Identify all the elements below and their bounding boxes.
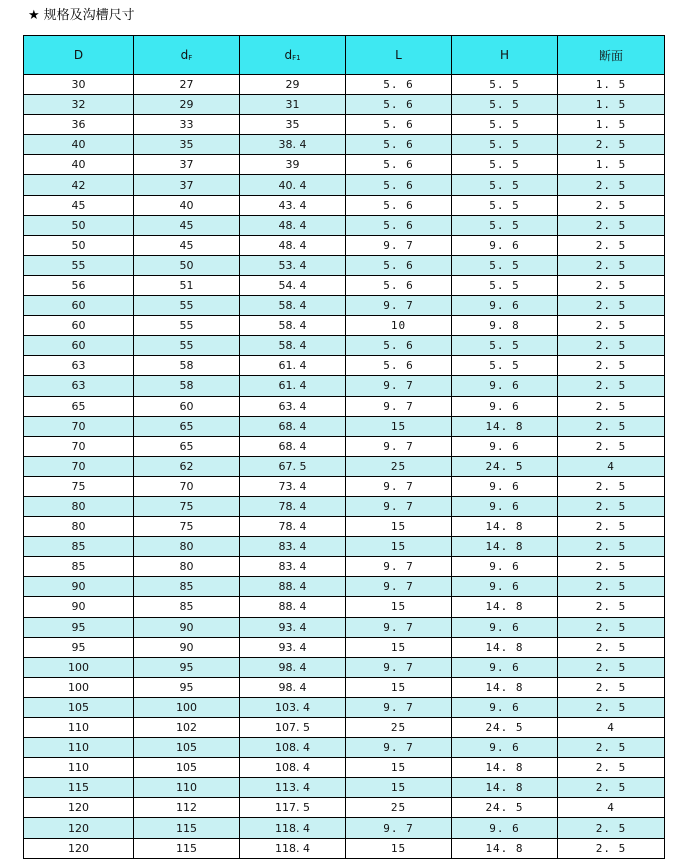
cell-section: 2. 5	[558, 215, 665, 235]
cell-df1: 118. 4	[240, 818, 346, 838]
cell-d: 85	[24, 537, 134, 557]
cell-d: 36	[24, 115, 134, 135]
header-df: $d_F$	[134, 36, 240, 75]
cell-d: 80	[24, 517, 134, 537]
cell-d: 95	[24, 637, 134, 657]
cell-df: 100	[134, 697, 240, 717]
cell-h: 14. 8	[452, 637, 558, 657]
cell-section: 2. 5	[558, 557, 665, 577]
table-row	[24, 657, 665, 677]
cell-section: 2. 5	[558, 537, 665, 557]
table-row	[24, 637, 665, 657]
table-row	[24, 818, 665, 838]
cell-section: 2. 5	[558, 416, 665, 436]
cell-section: 2. 5	[558, 476, 665, 496]
cell-df: 45	[134, 235, 240, 255]
cell-h: 24. 5	[452, 718, 558, 738]
cell-h: 9. 6	[452, 235, 558, 255]
cell-section: 2. 5	[558, 255, 665, 275]
cell-l: 15	[346, 637, 452, 657]
table-row	[24, 376, 665, 396]
cell-df1: 108. 4	[240, 758, 346, 778]
cell-section: 2. 5	[558, 356, 665, 376]
cell-section: 2. 5	[558, 336, 665, 356]
cell-section: 1. 5	[558, 155, 665, 175]
cell-l: 5. 6	[346, 75, 452, 95]
cell-h: 9. 6	[452, 697, 558, 717]
cell-df1: 103. 4	[240, 697, 346, 717]
table-row	[24, 838, 665, 858]
table-row	[24, 275, 665, 295]
cell-d: 70	[24, 456, 134, 476]
cell-section: 2. 5	[558, 577, 665, 597]
cell-l: 9. 7	[346, 617, 452, 637]
cell-section: 4	[558, 718, 665, 738]
cell-h: 14. 8	[452, 758, 558, 778]
cell-section: 2. 5	[558, 396, 665, 416]
cell-section: 2. 5	[558, 436, 665, 456]
cell-d: 70	[24, 416, 134, 436]
cell-section: 2. 5	[558, 296, 665, 316]
table-row	[24, 195, 665, 215]
cell-l: 9. 7	[346, 496, 452, 516]
cell-section: 4	[558, 456, 665, 476]
table-row	[24, 738, 665, 758]
cell-l: 5. 6	[346, 155, 452, 175]
cell-l: 9. 7	[346, 376, 452, 396]
cell-df: 105	[134, 758, 240, 778]
cell-section: 2. 5	[558, 316, 665, 336]
cell-l: 15	[346, 537, 452, 557]
cell-df: 60	[134, 396, 240, 416]
cell-df: 33	[134, 115, 240, 135]
section-title-text: 规格及沟槽尺寸	[43, 8, 135, 23]
cell-df: 75	[134, 517, 240, 537]
cell-l: 5. 6	[346, 135, 452, 155]
cell-l: 15	[346, 778, 452, 798]
cell-df: 51	[134, 275, 240, 295]
header-l: L	[346, 36, 452, 75]
cell-h: 5. 5	[452, 336, 558, 356]
cell-section: 2. 5	[558, 376, 665, 396]
cell-l: 10	[346, 316, 452, 336]
cell-h: 5. 5	[452, 115, 558, 135]
cell-df: 75	[134, 496, 240, 516]
cell-df1: 98. 4	[240, 657, 346, 677]
cell-df1: 88. 4	[240, 597, 346, 617]
table-row	[24, 135, 665, 155]
table-row	[24, 436, 665, 456]
cell-d: 63	[24, 376, 134, 396]
cell-df1: 48. 4	[240, 235, 346, 255]
cell-df: 35	[134, 135, 240, 155]
table-row	[24, 155, 665, 175]
table-body	[24, 75, 665, 859]
cell-h: 14. 8	[452, 597, 558, 617]
cell-d: 40	[24, 135, 134, 155]
cell-df: 80	[134, 537, 240, 557]
cell-df: 85	[134, 577, 240, 597]
cell-df1: 61. 4	[240, 356, 346, 376]
cell-h: 9. 6	[452, 617, 558, 637]
cell-df: 90	[134, 637, 240, 657]
cell-d: 75	[24, 476, 134, 496]
cell-l: 9. 7	[346, 476, 452, 496]
cell-d: 110	[24, 718, 134, 738]
cell-section: 2. 5	[558, 617, 665, 637]
cell-h: 5. 5	[452, 155, 558, 175]
cell-h: 24. 5	[452, 798, 558, 818]
cell-df: 55	[134, 336, 240, 356]
cell-h: 9. 6	[452, 657, 558, 677]
cell-df: 85	[134, 597, 240, 617]
cell-section: 2. 5	[558, 517, 665, 537]
table-row	[24, 557, 665, 577]
cell-l: 15	[346, 597, 452, 617]
cell-l: 9. 7	[346, 818, 452, 838]
cell-d: 42	[24, 175, 134, 195]
cell-df1: 78. 4	[240, 517, 346, 537]
cell-df1: 58. 4	[240, 296, 346, 316]
cell-d: 65	[24, 396, 134, 416]
cell-df1: 93. 4	[240, 617, 346, 637]
table-row	[24, 215, 665, 235]
table-row	[24, 697, 665, 717]
cell-d: 45	[24, 195, 134, 215]
cell-df1: 40. 4	[240, 175, 346, 195]
cell-df: 95	[134, 677, 240, 697]
cell-h: 5. 5	[452, 95, 558, 115]
cell-section: 4	[558, 798, 665, 818]
cell-d: 90	[24, 597, 134, 617]
cell-section: 1. 5	[558, 75, 665, 95]
cell-df: 102	[134, 718, 240, 738]
cell-df1: 107. 5	[240, 718, 346, 738]
cell-df1: 53. 4	[240, 255, 346, 275]
cell-d: 120	[24, 818, 134, 838]
cell-l: 5. 6	[346, 115, 452, 135]
table-row	[24, 496, 665, 516]
cell-d: 85	[24, 557, 134, 577]
cell-df: 58	[134, 356, 240, 376]
cell-d: 70	[24, 436, 134, 456]
table-row	[24, 517, 665, 537]
cell-h: 5. 5	[452, 135, 558, 155]
cell-df: 95	[134, 657, 240, 677]
cell-d: 40	[24, 155, 134, 175]
cell-h: 5. 5	[452, 356, 558, 376]
table-row	[24, 356, 665, 376]
cell-d: 63	[24, 356, 134, 376]
table-row	[24, 316, 665, 336]
cell-l: 25	[346, 718, 452, 738]
cell-df: 27	[134, 75, 240, 95]
cell-h: 9. 6	[452, 557, 558, 577]
cell-l: 5. 6	[346, 175, 452, 195]
cell-d: 110	[24, 738, 134, 758]
cell-df: 40	[134, 195, 240, 215]
cell-df1: 98. 4	[240, 677, 346, 697]
table-row	[24, 597, 665, 617]
cell-df1: 58. 4	[240, 316, 346, 336]
table-row	[24, 577, 665, 597]
cell-h: 14. 8	[452, 838, 558, 858]
table-row	[24, 255, 665, 275]
cell-h: 14. 8	[452, 416, 558, 436]
cell-df: 110	[134, 778, 240, 798]
header-section: 断面	[558, 36, 665, 75]
cell-h: 9. 6	[452, 296, 558, 316]
cell-l: 9. 7	[346, 738, 452, 758]
table-row	[24, 95, 665, 115]
cell-df1: 29	[240, 75, 346, 95]
cell-l: 5. 6	[346, 255, 452, 275]
table-row	[24, 75, 665, 95]
spec-table	[23, 35, 665, 859]
table-row	[24, 456, 665, 476]
cell-d: 55	[24, 255, 134, 275]
cell-section: 2. 5	[558, 818, 665, 838]
cell-l: 5. 6	[346, 275, 452, 295]
cell-df1: 83. 4	[240, 557, 346, 577]
cell-d: 120	[24, 798, 134, 818]
table-row	[24, 718, 665, 738]
header-df1: $d_{F1}$	[240, 36, 346, 75]
table-row	[24, 778, 665, 798]
cell-d: 120	[24, 838, 134, 858]
cell-h: 9. 6	[452, 436, 558, 456]
cell-section: 1. 5	[558, 95, 665, 115]
cell-section: 2. 5	[558, 496, 665, 516]
cell-df: 115	[134, 818, 240, 838]
cell-df: 50	[134, 255, 240, 275]
cell-df1: 73. 4	[240, 476, 346, 496]
cell-d: 100	[24, 677, 134, 697]
cell-df: 65	[134, 436, 240, 456]
cell-section: 2. 5	[558, 758, 665, 778]
cell-h: 9. 6	[452, 496, 558, 516]
cell-d: 105	[24, 697, 134, 717]
table-row	[24, 416, 665, 436]
cell-df: 90	[134, 617, 240, 637]
header-d: D	[24, 36, 134, 75]
cell-l: 9. 7	[346, 577, 452, 597]
cell-df1: 118. 4	[240, 838, 346, 858]
cell-h: 9. 6	[452, 396, 558, 416]
cell-df1: 61. 4	[240, 376, 346, 396]
cell-h: 9. 6	[452, 738, 558, 758]
cell-h: 5. 5	[452, 75, 558, 95]
table-row	[24, 758, 665, 778]
table-row	[24, 677, 665, 697]
cell-df1: 38. 4	[240, 135, 346, 155]
cell-df: 29	[134, 95, 240, 115]
cell-df1: 117. 5	[240, 798, 346, 818]
cell-section: 1. 5	[558, 115, 665, 135]
cell-d: 50	[24, 215, 134, 235]
cell-h: 9. 6	[452, 818, 558, 838]
cell-df: 62	[134, 456, 240, 476]
section-title	[28, 7, 135, 25]
table-row	[24, 476, 665, 496]
cell-l: 25	[346, 798, 452, 818]
cell-df: 58	[134, 376, 240, 396]
cell-df1: 58. 4	[240, 336, 346, 356]
cell-section: 2. 5	[558, 697, 665, 717]
cell-l: 5. 6	[346, 95, 452, 115]
cell-df1: 39	[240, 155, 346, 175]
cell-section: 2. 5	[558, 738, 665, 758]
cell-l: 5. 6	[346, 195, 452, 215]
cell-d: 100	[24, 657, 134, 677]
cell-df1: 68. 4	[240, 436, 346, 456]
cell-l: 5. 6	[346, 336, 452, 356]
cell-df: 70	[134, 476, 240, 496]
cell-section: 2. 5	[558, 597, 665, 617]
cell-l: 15	[346, 677, 452, 697]
cell-l: 15	[346, 416, 452, 436]
cell-h: 14. 8	[452, 778, 558, 798]
cell-df: 37	[134, 155, 240, 175]
cell-d: 50	[24, 235, 134, 255]
cell-df: 112	[134, 798, 240, 818]
cell-df1: 78. 4	[240, 496, 346, 516]
cell-l: 9. 7	[346, 296, 452, 316]
cell-l: 15	[346, 517, 452, 537]
cell-df1: 54. 4	[240, 275, 346, 295]
cell-h: 5. 5	[452, 175, 558, 195]
cell-section: 2. 5	[558, 195, 665, 215]
table-row	[24, 537, 665, 557]
cell-l: 25	[346, 456, 452, 476]
cell-d: 95	[24, 617, 134, 637]
cell-h: 24. 5	[452, 456, 558, 476]
cell-h: 5. 5	[452, 255, 558, 275]
cell-d: 110	[24, 758, 134, 778]
table-row	[24, 235, 665, 255]
cell-section: 2. 5	[558, 275, 665, 295]
cell-df1: 43. 4	[240, 195, 346, 215]
cell-section: 2. 5	[558, 657, 665, 677]
cell-h: 9. 8	[452, 316, 558, 336]
cell-df1: 31	[240, 95, 346, 115]
cell-df1: 68. 4	[240, 416, 346, 436]
cell-l: 9. 7	[346, 557, 452, 577]
table-row	[24, 115, 665, 135]
cell-h: 9. 6	[452, 476, 558, 496]
cell-l: 5. 6	[346, 215, 452, 235]
cell-h: 14. 8	[452, 537, 558, 557]
cell-d: 60	[24, 316, 134, 336]
cell-section: 2. 5	[558, 838, 665, 858]
cell-l: 9. 7	[346, 697, 452, 717]
cell-l: 15	[346, 758, 452, 778]
header-h: H	[452, 36, 558, 75]
cell-df1: 113. 4	[240, 778, 346, 798]
cell-h: 14. 8	[452, 517, 558, 537]
cell-d: 115	[24, 778, 134, 798]
cell-df1: 35	[240, 115, 346, 135]
cell-h: 9. 6	[452, 577, 558, 597]
table-row	[24, 396, 665, 416]
cell-l: 15	[346, 838, 452, 858]
table-row	[24, 336, 665, 356]
cell-df: 65	[134, 416, 240, 436]
cell-h: 5. 5	[452, 275, 558, 295]
cell-df1: 93. 4	[240, 637, 346, 657]
cell-d: 56	[24, 275, 134, 295]
star-icon: ★	[28, 8, 40, 23]
cell-df1: 88. 4	[240, 577, 346, 597]
cell-d: 90	[24, 577, 134, 597]
cell-d: 60	[24, 336, 134, 356]
cell-l: 5. 6	[346, 356, 452, 376]
cell-section: 2. 5	[558, 175, 665, 195]
cell-d: 80	[24, 496, 134, 516]
cell-d: 30	[24, 75, 134, 95]
cell-h: 14. 8	[452, 677, 558, 697]
cell-d: 32	[24, 95, 134, 115]
table-row	[24, 296, 665, 316]
cell-df1: 83. 4	[240, 537, 346, 557]
cell-l: 9. 7	[346, 657, 452, 677]
cell-h: 5. 5	[452, 215, 558, 235]
cell-df: 80	[134, 557, 240, 577]
cell-df1: 67. 5	[240, 456, 346, 476]
cell-section: 2. 5	[558, 235, 665, 255]
cell-df: 115	[134, 838, 240, 858]
cell-h: 9. 6	[452, 376, 558, 396]
cell-df1: 48. 4	[240, 215, 346, 235]
cell-h: 5. 5	[452, 195, 558, 215]
cell-l: 9. 7	[346, 235, 452, 255]
table-row	[24, 798, 665, 818]
cell-df: 105	[134, 738, 240, 758]
cell-section: 2. 5	[558, 677, 665, 697]
table-row	[24, 617, 665, 637]
table-header-row	[24, 36, 665, 75]
cell-section: 2. 5	[558, 135, 665, 155]
cell-df: 45	[134, 215, 240, 235]
cell-section: 2. 5	[558, 637, 665, 657]
cell-d: 60	[24, 296, 134, 316]
cell-df1: 108. 4	[240, 738, 346, 758]
cell-section: 2. 5	[558, 778, 665, 798]
cell-df: 37	[134, 175, 240, 195]
cell-df: 55	[134, 316, 240, 336]
cell-l: 9. 7	[346, 436, 452, 456]
cell-df1: 63. 4	[240, 396, 346, 416]
cell-df: 55	[134, 296, 240, 316]
table-row	[24, 175, 665, 195]
cell-l: 9. 7	[346, 396, 452, 416]
